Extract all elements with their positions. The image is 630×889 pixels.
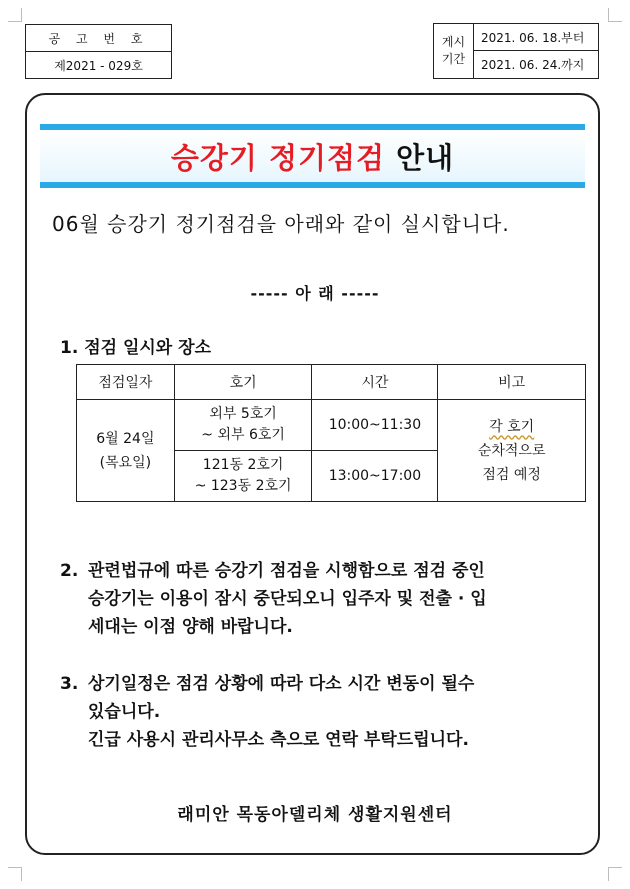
table-header-unit: 호기 xyxy=(174,365,312,400)
time-cell: 10:00~11:30 xyxy=(312,400,438,451)
crop-mark-top-left xyxy=(8,8,22,22)
time-cell: 13:00~17:00 xyxy=(312,451,438,502)
unit-cell xyxy=(174,400,312,451)
unit-cell xyxy=(174,451,312,502)
unit-range-end: ~ 123동 2호기 xyxy=(194,478,292,494)
inspection-weekday: (목요일) xyxy=(99,454,152,471)
posting-period-label xyxy=(434,24,474,78)
unit-range-start: 외부 5호기 xyxy=(209,406,277,422)
table-header-time: 시간 xyxy=(312,365,438,400)
posting-label-line2: 기간 xyxy=(441,52,466,66)
issuing-organization: 래미안 목동아델리체 생활지원센터 xyxy=(177,805,453,825)
schedule-table xyxy=(76,364,586,502)
table-header-row xyxy=(77,365,586,400)
section3-line2: 있습니다. xyxy=(88,702,161,722)
crop-mark-bottom-right xyxy=(608,867,622,881)
posting-to: 2021. 06. 24.까지 xyxy=(481,58,585,72)
section2-number: 2. xyxy=(60,561,79,581)
table-header-remark: 비고 xyxy=(438,365,586,400)
section2-line3: 세대는 이점 양해 바랍니다. xyxy=(88,617,293,637)
section3-paragraph xyxy=(60,670,474,754)
section2-paragraph xyxy=(60,557,487,641)
remark-cell xyxy=(438,400,586,502)
table-header-date: 점검일자 xyxy=(77,365,175,400)
table-row xyxy=(77,400,586,451)
title-banner xyxy=(40,124,585,188)
section1-heading: 1. 점검 일시와 장소 xyxy=(60,338,211,358)
inspection-date: 6월 24일 xyxy=(96,430,155,447)
posting-dates xyxy=(474,24,598,78)
intro-text: 06월 승강기 정기점검을 아래와 같이 실시합니다. xyxy=(52,212,510,236)
title-black-part: 안내 xyxy=(396,140,455,175)
notice-number-box xyxy=(25,24,172,79)
posting-period-box xyxy=(433,23,599,79)
unit-range-start: 121동 2호기 xyxy=(202,457,284,473)
section2-line2: 승강기는 이용이 잠시 중단되오니 입주자 및 전출 · 입 xyxy=(88,589,487,609)
crop-mark-top-right xyxy=(608,8,622,22)
section3-line1: 상기일정은 점검 상황에 따라 다소 시간 변동이 될수 xyxy=(88,674,475,694)
posting-label-line1: 게시 xyxy=(441,35,466,49)
section3-number: 3. xyxy=(60,674,79,694)
crop-mark-bottom-left xyxy=(8,867,22,881)
remark-line3: 점검 예정 xyxy=(482,466,541,483)
remark-line2: 순차적으로 xyxy=(477,442,546,459)
section3-line3: 긴급 사용시 관리사무소 측으로 연락 부탁드립니다. xyxy=(88,730,469,750)
section2-line1: 관련법규에 따른 승강기 점검을 시행함으로 점검 중인 xyxy=(88,561,485,581)
notice-title xyxy=(171,136,454,177)
remark-line1 xyxy=(438,415,585,439)
ah-divider: ----- 아 래 ----- xyxy=(250,284,380,303)
notice-number-label: 공 고 번 호 xyxy=(26,25,171,52)
notice-number-value: 제2021 - 029호 xyxy=(54,59,143,73)
remark-each-unit: 각 호기 xyxy=(489,418,535,435)
posting-from: 2021. 06. 18.부터 xyxy=(474,24,598,51)
unit-range-end: ~ 외부 6호기 xyxy=(201,427,285,443)
inspection-date-cell xyxy=(77,400,175,502)
title-red-part: 승강기 정기점검 xyxy=(170,140,386,175)
